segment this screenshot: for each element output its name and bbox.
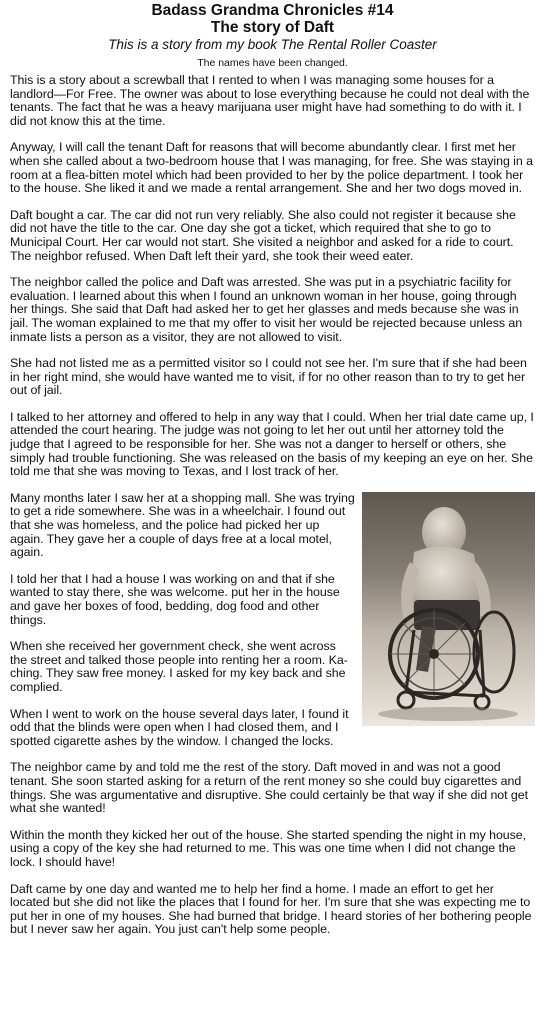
paragraph-3: Daft bought a car. The car did not run very reliably. She also could not register it because she did not have the title to the car. One day she got a ticket, which required that she to go to Municipal Court. Her car would not start. She visited a neighbor and asked for a ride to court. The neighbor refused. When Daft left their yard, she took their weed eater.: [10, 207, 516, 263]
title-line-2: The story of Daft: [210, 19, 335, 36]
paragraph-13: Daft came by one day and wanted me to help her find a home. I made an effort to get her located but she did not like the places that I found for her. I'm sure that she was expecting me to put her in one of my houses. She had burned that bridge. I heard stories of her bothering people but I never saw her again. You just can't help some people.: [10, 881, 532, 937]
paragraph-4: The neighbor called the police and Daft was arrested. She was put in a psychiatric facility for evaluation. I learned about this when I found an unknown woman in her house, going through her things. She said that Daft had asked her to get her glasses and meds because she was in jail. The woman explained to me that my offer to visit her would be rejected because unless an inmate lists a person as a visitor, they are not allowed to visit.: [10, 275, 523, 344]
paragraph-1: This is a story about a screwball that I rented to when I was managing some houses for a landlord—For Free. The owner was about to lose everything because he could not deal with the tenants. The fact that he was a heavy marijuana user might have had something to do with it. I did not know this at the time.: [10, 73, 530, 128]
paragraph-6: I talked to her attorney and offered to help in any way that I could. When her trial date came up, I attended the court hearing. The judge was not going to let her out until her attorney told the judge that I agreed to be responsible for her. She was not a danger to herself or others, she simply had trouble functioning. She was released on the basis of my keeping an eye on her. She told me that she was moving to Texas, and I lost track of her.: [10, 409, 534, 479]
wheelchair-illustration: [362, 492, 535, 726]
paragraph-8: I told her that I had a house I was working on and that if she wanted to stay there, she was welcome. put her in the house and gave her boxes of food, bedding, dog food and other things.: [10, 571, 340, 627]
paragraph-11: The neighbor came by and told me the rest of the story. Daft moved in and was not a good tenant. She soon started asking for a return of the rent money so she could buy cigarettes and things. She was argumentative and disruptive. She could certainly be that way if she did not get what she wanted!: [10, 760, 528, 816]
paragraph-12: Within the month they kicked her out of the house. She started spending the night in my house, using a copy of the key she had returned to me. This was one time when I did not change the lock. I should have!: [10, 827, 527, 869]
paragraph-10: When I went to work on the house several days later, I found it odd that the blinds were open when I had closed them, and I spotted cigarette ashes by the window. I changed the locks.: [10, 706, 349, 748]
title-line-1: Badass Grandma Chronicles #14: [151, 2, 394, 19]
paragraph-9: When she received her government check, she went across the street and talked those people into renting her a room. Ka-ching. They saw free money. I asked for my key back and she complied.: [10, 639, 348, 694]
subtitle: This is a story from my book The Rental Roller Coaster: [108, 37, 437, 52]
names-changed-note: The names have been changed.: [197, 57, 348, 69]
paragraph-2: Anyway, I will call the tenant Daft for reasons that will become abundantly clear. I first met her when she called about a two-bedroom house that I was managing, for free. She was staying in a room at a flea-bitten motel which had been provided to her by the police department. I took her to the house. She liked it and we made a rental arrangement. She and her two dogs moved in.: [10, 140, 533, 196]
paragraph-7: Many months later I saw her at a shopping mall. She was trying to get a ride somewhere. She was in a wheelchair. I found out that she was homeless, and the police had picked her up again. They gave her a couple of days free at a local motel, again.: [10, 490, 355, 560]
paragraph-5: She had not listed me as a permitted visitor so I could not see her. I'm sure that if she had been in her right mind, she would have wanted me to visit, if for no other reason than to try to get her out of jail.: [10, 356, 527, 398]
wheelchair-photo: [362, 492, 535, 726]
